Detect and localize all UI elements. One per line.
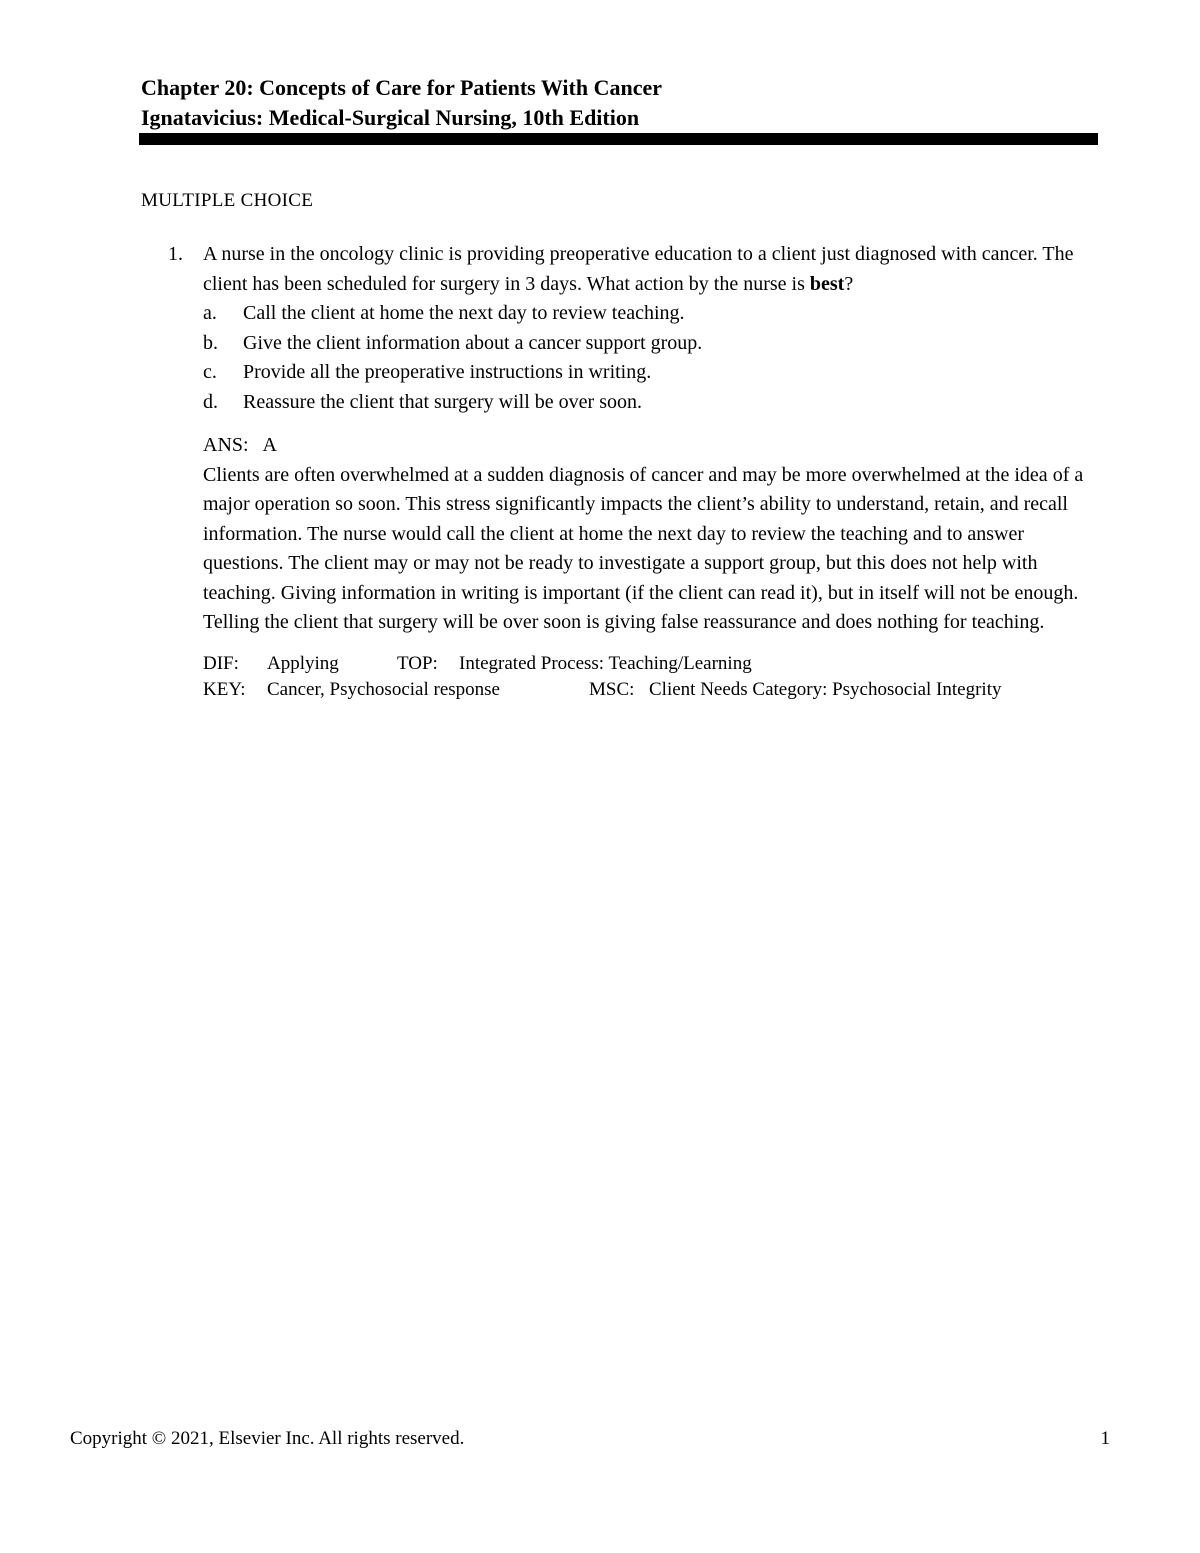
answer-block (203, 431, 1101, 638)
choice-a (203, 299, 1101, 329)
answer-label: ANS: (203, 434, 249, 456)
header-divider (139, 133, 1098, 145)
choice-text: Call the client at home the next day to review teaching. (243, 302, 685, 324)
msc-value: Client Needs Category: Psychosocial Integrity (649, 678, 1002, 700)
question-number: 1. (168, 243, 183, 265)
answer-value: A (262, 434, 277, 456)
section-heading: MULTIPLE CHOICE (141, 190, 314, 211)
question-stem-end: ? (844, 272, 854, 295)
meta-row-1 (203, 651, 1101, 677)
answer-line (203, 431, 1101, 461)
msc-label: MSC: (589, 678, 635, 700)
answer-choices (203, 299, 1101, 417)
meta-row-2 (203, 677, 1101, 703)
question-stem-emphasis: best (809, 272, 845, 295)
choice-text: Provide all the preoperative instructions in writing. (243, 361, 652, 383)
key-value: Cancer, Psychosocial response (267, 678, 500, 700)
choice-c (203, 358, 1101, 388)
question-item (141, 240, 1101, 703)
key-label: KEY: (203, 678, 246, 700)
question-stem-text: A nurse in the oncology clinic is providing preoperative education to a client just diagnosed with cancer. The client has been scheduled for surgery in 3 days. What action by the nurse is (203, 243, 1074, 295)
choice-letter: b. (203, 331, 218, 354)
choice-letter: a. (203, 302, 217, 324)
page-number: 1 (1100, 1428, 1110, 1449)
choice-text: Reassure the client that surgery will be over soon. (243, 390, 642, 413)
answer-rationale: Clients are often overwhelmed at a sudden diagnosis of cancer and may be more overwhelmed at the idea of a major operation so soon. This stress significantly impacts the client’s ability to understand, retain, and recall information. The nurse would call the client at home the next day to review the teaching and to answer questions. The client may or may not be ready to investigate a support group, but this does not help with teaching. Giving information in writing is important (if the client can read it), but in itself will not be enough. Telling the client that surgery will be over soon is giving false reassurance and does nothing for teaching. (203, 463, 1084, 633)
book-title: Ignatavicius: Medical-Surgical Nursing, 10th Edition (141, 105, 640, 130)
choice-d (203, 388, 1101, 418)
choice-letter: c. (203, 361, 217, 383)
copyright-notice: Copyright © 2021, Elsevier Inc. All rights reserved. (70, 1428, 465, 1449)
document-header (141, 73, 1101, 133)
choice-b (203, 329, 1101, 359)
chapter-title: Chapter 20: Concepts of Care for Patients With Cancer (141, 75, 663, 100)
choice-letter: d. (203, 390, 218, 413)
dif-value: Applying (267, 652, 339, 674)
dif-label: DIF: (203, 652, 239, 674)
question-stem (203, 240, 1098, 299)
top-label: TOP: (397, 652, 438, 674)
choice-text: Give the client information about a cancer support group. (243, 331, 703, 354)
question-metadata (203, 651, 1101, 703)
top-value: Integrated Process: Teaching/Learning (459, 652, 752, 674)
